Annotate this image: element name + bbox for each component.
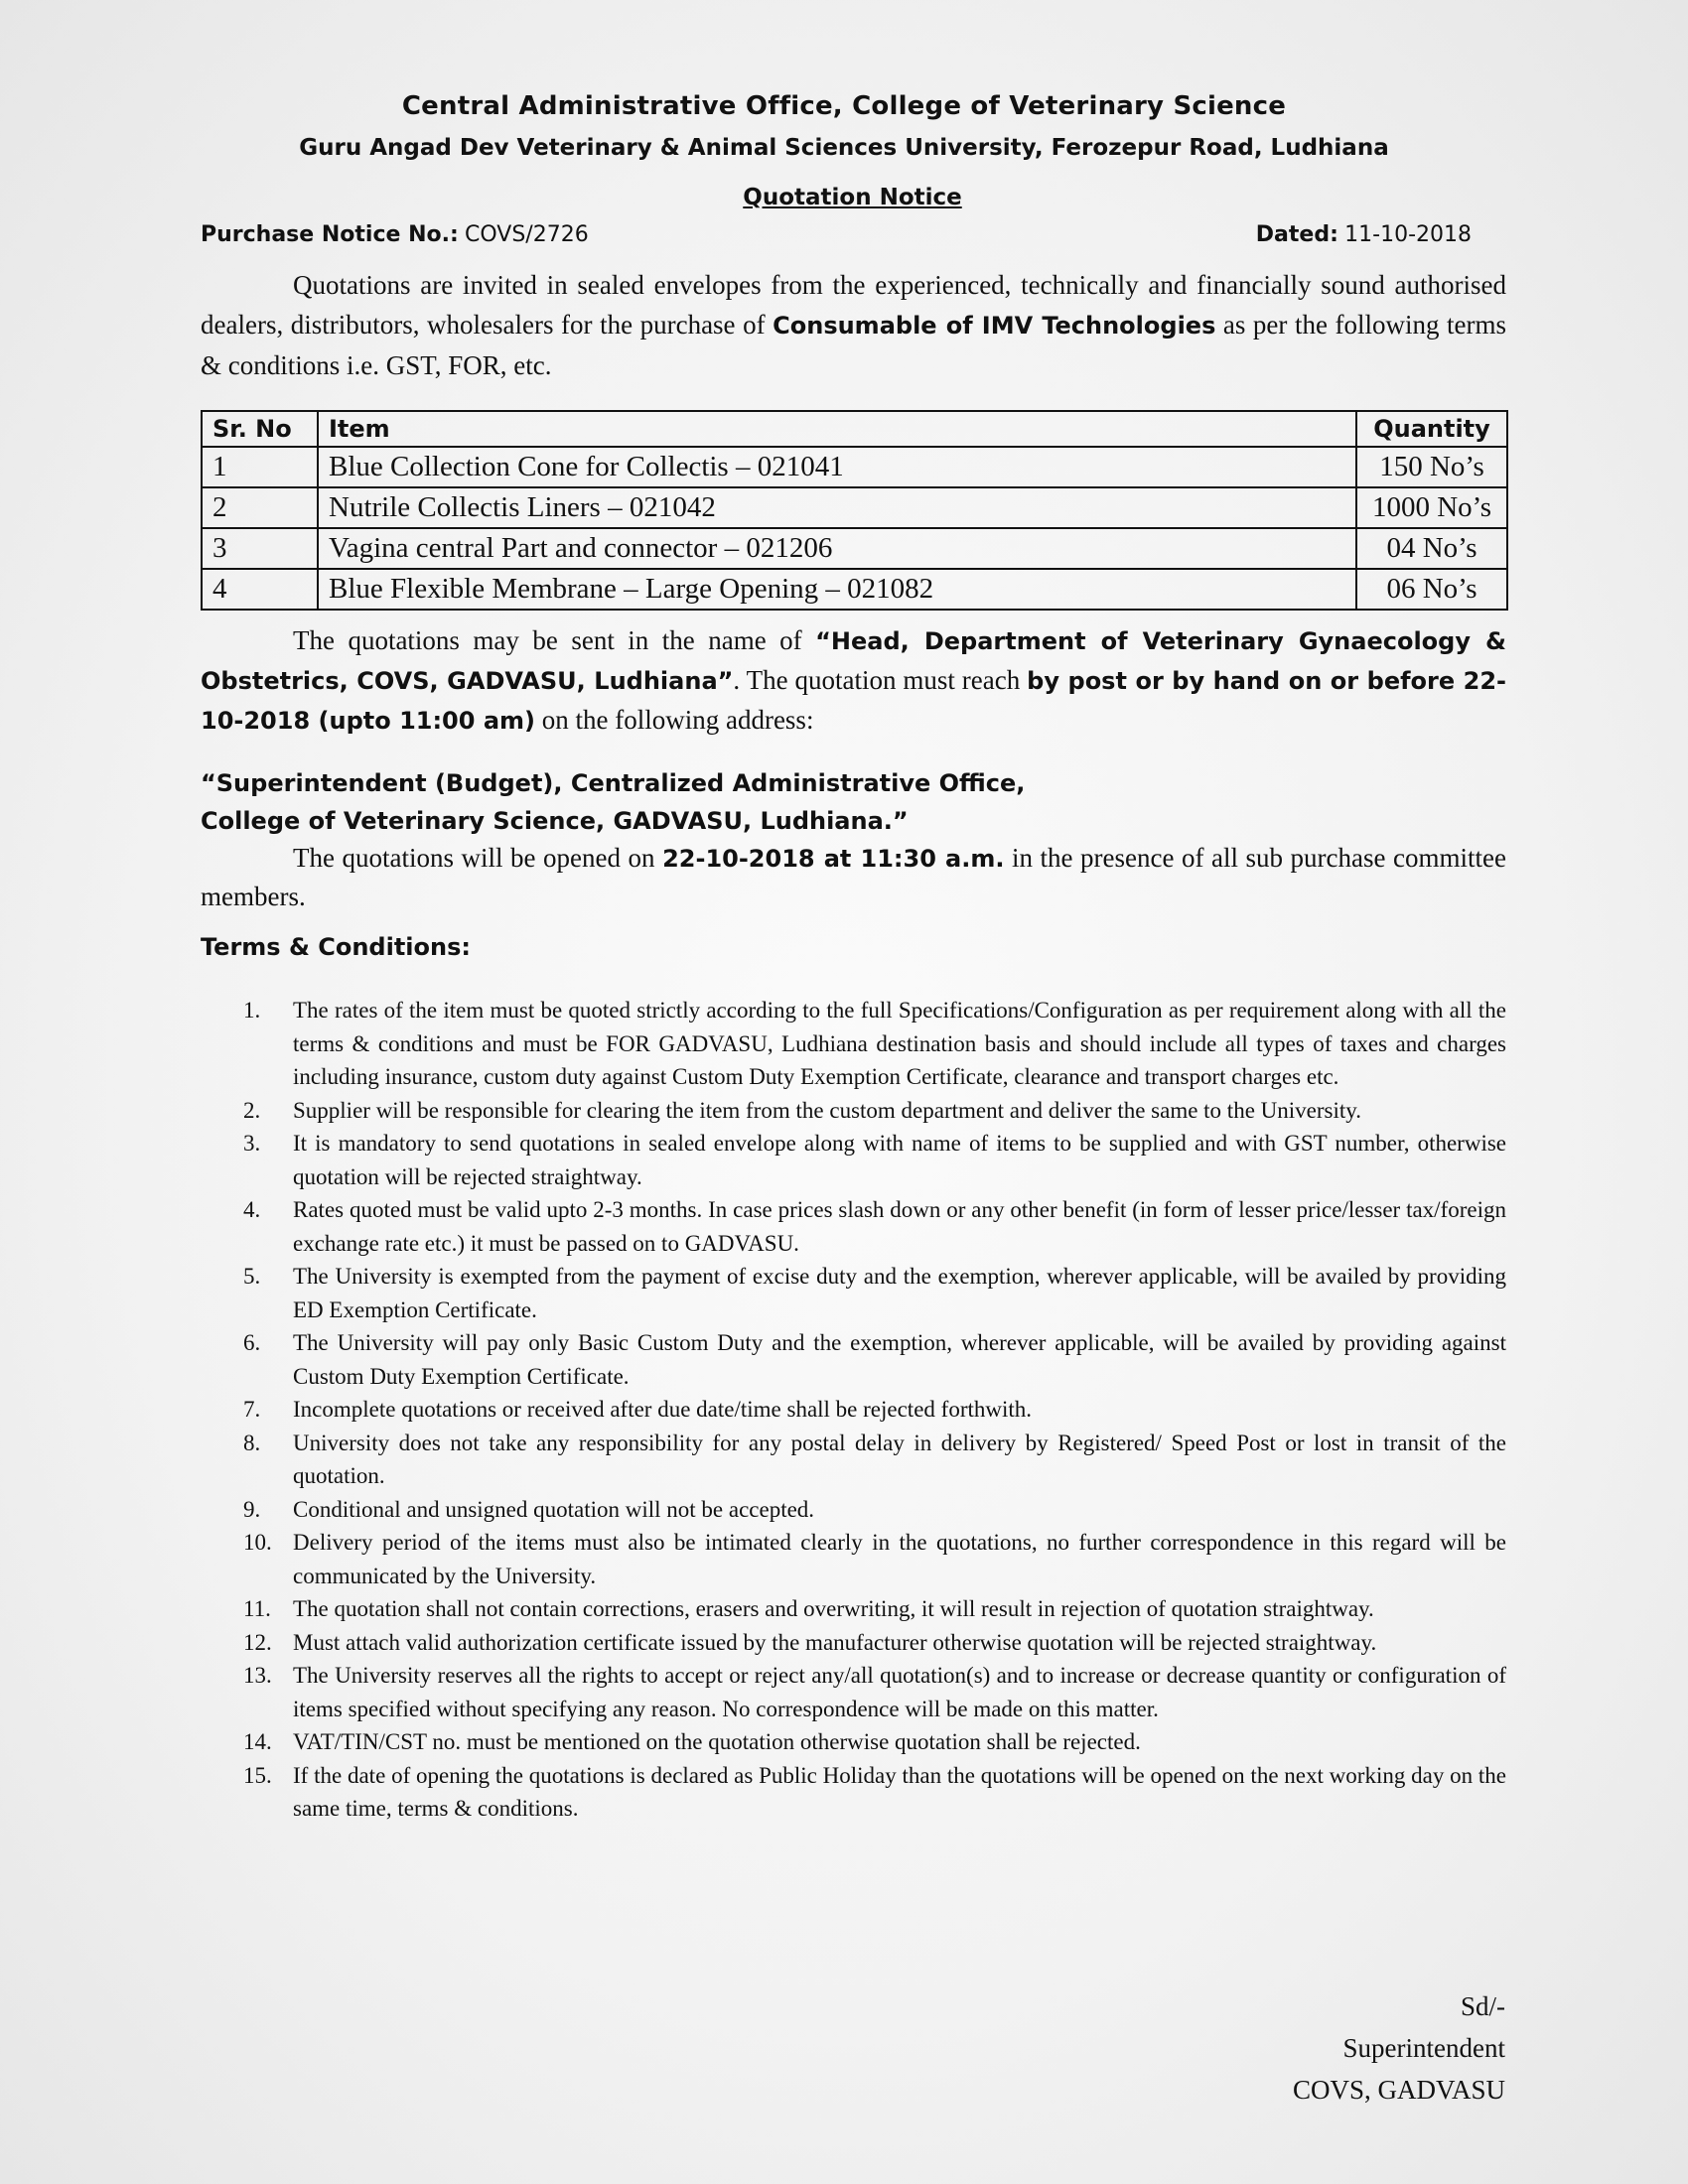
term-text: The quotation shall not contain corrections, erasers and overwriting, it will result in rejection of quotation straightway. [293,1596,1374,1621]
terms-title: Terms & Conditions: [201,933,471,961]
items-table [201,410,1508,611]
list-item [243,1427,1506,1493]
table-cell-quantity: 04 No’s [1356,528,1507,569]
term-text: The University is exempted from the payment of excise duty and the exemption, wherever applicable, will be availed by providing ED Exemption Certificate. [293,1264,1506,1322]
list-item [243,1193,1506,1260]
term-number: 8. [243,1430,261,1455]
university-title: Guru Angad Dev Veterinary & Animal Sciences University, Ferozepur Road, Ludhiana [299,135,1389,161]
opening-bold: 22-10-2018 at 11:30 a.m. [662,845,1005,873]
terms-list [243,994,1506,1826]
term-text: Rates quoted must be valid upto 2-3 months. In case prices slash down or any other benefit (in form of lesser price/lesser tax/foreign exchange rate etc.) it must be passed on to GADVASU. [293,1197,1506,1256]
term-text: The University will pay only Basic Custom Duty and the exemption, wherever applicable, will be availed by providing against Custom Duty Exemption Certificate. [293,1330,1506,1389]
list-item [243,1526,1506,1592]
list-item [243,1493,1506,1527]
term-number: 7. [243,1397,261,1422]
intro-text-1: Quotations are invited in sealed envelopes from the experienced, technically and financially sound authorised dealers, distributors, wholesalers for the purchase of [201,270,1506,340]
list-item [243,1393,1506,1427]
list-item [243,994,1506,1094]
table-header-row [202,411,1507,447]
list-item [243,1326,1506,1393]
table-row [202,487,1507,528]
list-item [243,1725,1506,1759]
table-cell-srno: 4 [202,569,318,610]
term-number: 11. [243,1596,271,1621]
term-number: 1. [243,998,261,1023]
notice-date-label: Dated: [1255,222,1338,247]
intro-paragraph [201,265,1506,385]
term-number: 5. [243,1264,261,1289]
table-cell-item: Nutrile Collectis Liners – 021042 [318,487,1356,528]
term-number: 15. [243,1762,272,1788]
table-row [202,569,1507,610]
term-text: VAT/TIN/CST no. must be mentioned on the quotation otherwise quotation shall be rejected. [293,1729,1141,1754]
intro-text-2: as per the following terms & conditions i.e. GST, FOR, etc. [201,310,1506,380]
term-text: Incomplete quotations or received after due date/time shall be rejected forthwith. [293,1397,1033,1422]
table-cell-quantity: 06 No’s [1356,569,1507,610]
table-cell-srno: 2 [202,487,318,528]
signature-designation: Superintendent [1342,2033,1505,2063]
table-cell-item: Blue Collection Cone for Collectis – 021041 [318,447,1356,487]
signature-office: COVS, GADVASU [1292,2075,1505,2105]
notice-number-label: Purchase Notice No.: [201,222,459,247]
opening-paragraph [201,839,1506,915]
office-title: Central Administrative Office, College of Veterinary Science [401,91,1287,121]
notice-number-value: COVS/2726 [465,222,589,247]
submission-paragraph [201,621,1506,741]
submission-text-1: The quotations may be sent in the name of [293,625,816,655]
list-item [243,1659,1506,1725]
list-item [243,1592,1506,1626]
term-text: University does not take any responsibility for any postal delay in delivery by Registered/ Speed Post or lost in transit of the quotation. [293,1430,1506,1488]
term-text: The University reserves all the rights to accept or reject any/all quotation(s) and to increase or decrease quantity or configuration of items specified without specifying any reason. No correspondence will be made on this matter. [293,1663,1506,1721]
signature-sd: Sd/- [1460,1991,1505,2021]
address-block [201,764,1025,840]
opening-text-1: The quotations will be opened on [293,843,663,873]
term-text: Conditional and unsigned quotation will not be accepted. [293,1496,815,1522]
address-line-2: College of Veterinary Science, GADVASU, Ludhiana.” [201,807,909,835]
term-number: 6. [243,1330,261,1355]
list-item [243,1626,1506,1660]
term-text: Must attach valid authorization certificate issued by the manufacturer otherwise quotation will be rejected straightway. [293,1629,1377,1655]
submission-text-2: . The quotation must reach [733,665,1028,695]
term-number: 2. [243,1097,261,1123]
table-header-item: Item [318,411,1356,447]
table-header-quantity: Quantity [1356,411,1507,447]
submission-bold-2: by post or by hand on or before 22-10-2018 (upto 11:00 am) [201,667,1507,735]
term-number: 14. [243,1729,272,1754]
table-cell-quantity: 150 No’s [1356,447,1507,487]
term-text: The rates of the item must be quoted strictly according to the full Specifications/Configuration as per requirement along with all the terms & conditions and must be FOR GADVASU, Ludhiana destination basis and should include all types of taxes and charges including insurance, custom duty against Custom Duty Exemption Certificate, clearance and transport charges etc. [293,998,1506,1089]
term-text: It is mandatory to send quotations in sealed envelope along with name of items to be supplied and with GST number, otherwise quotation will be rejected straightway. [293,1131,1506,1189]
term-number: 4. [243,1197,261,1222]
list-item [243,1260,1506,1326]
table-cell-item: Vagina central Part and connector – 021206 [318,528,1356,569]
term-text: Delivery period of the items must also be intimated clearly in the quotations, no further correspondence in this regard will be communicated by the University. [293,1530,1506,1588]
term-number: 3. [243,1131,261,1156]
table-row [202,447,1507,487]
address-line-1: “Superintendent (Budget), Centralized Administrative Office, [201,769,1026,797]
table-cell-srno: 1 [202,447,318,487]
term-number: 12. [243,1629,272,1655]
term-number: 10. [243,1530,272,1555]
list-item [243,1759,1506,1826]
list-item [243,1094,1506,1128]
table-cell-item: Blue Flexible Membrane – Large Opening – 021082 [318,569,1356,610]
notice-title: Quotation Notice [743,185,962,210]
list-item [243,1127,1506,1193]
notice-info-line [201,220,1472,248]
term-number: 13. [243,1663,272,1688]
term-number: 9. [243,1496,261,1522]
opening-text-2: in the presence of all sub purchase committee members. [201,843,1506,911]
table-cell-srno: 3 [202,528,318,569]
submission-bold-1: “Head, Department of Veterinary Gynaecology & Obstetrics, COVS, GADVASU, Ludhiana” [201,627,1506,695]
term-text: If the date of opening the quotations is declared as Public Holiday than the quotations will be opened on the next working day on the same time, terms & conditions. [293,1762,1506,1821]
term-text: Supplier will be responsible for clearing the item from the custom department and deliver the same to the University. [293,1097,1362,1123]
table-header-srno: Sr. No [202,411,318,447]
table-row [202,528,1507,569]
intro-bold: Consumable of IMV Technologies [773,312,1216,340]
notice-date [1256,220,1472,248]
submission-text-3: on the following address: [534,705,814,735]
notice-date-value: 11-10-2018 [1344,222,1472,247]
table-cell-quantity: 1000 No’s [1356,487,1507,528]
signature-block [1293,1985,1505,2111]
